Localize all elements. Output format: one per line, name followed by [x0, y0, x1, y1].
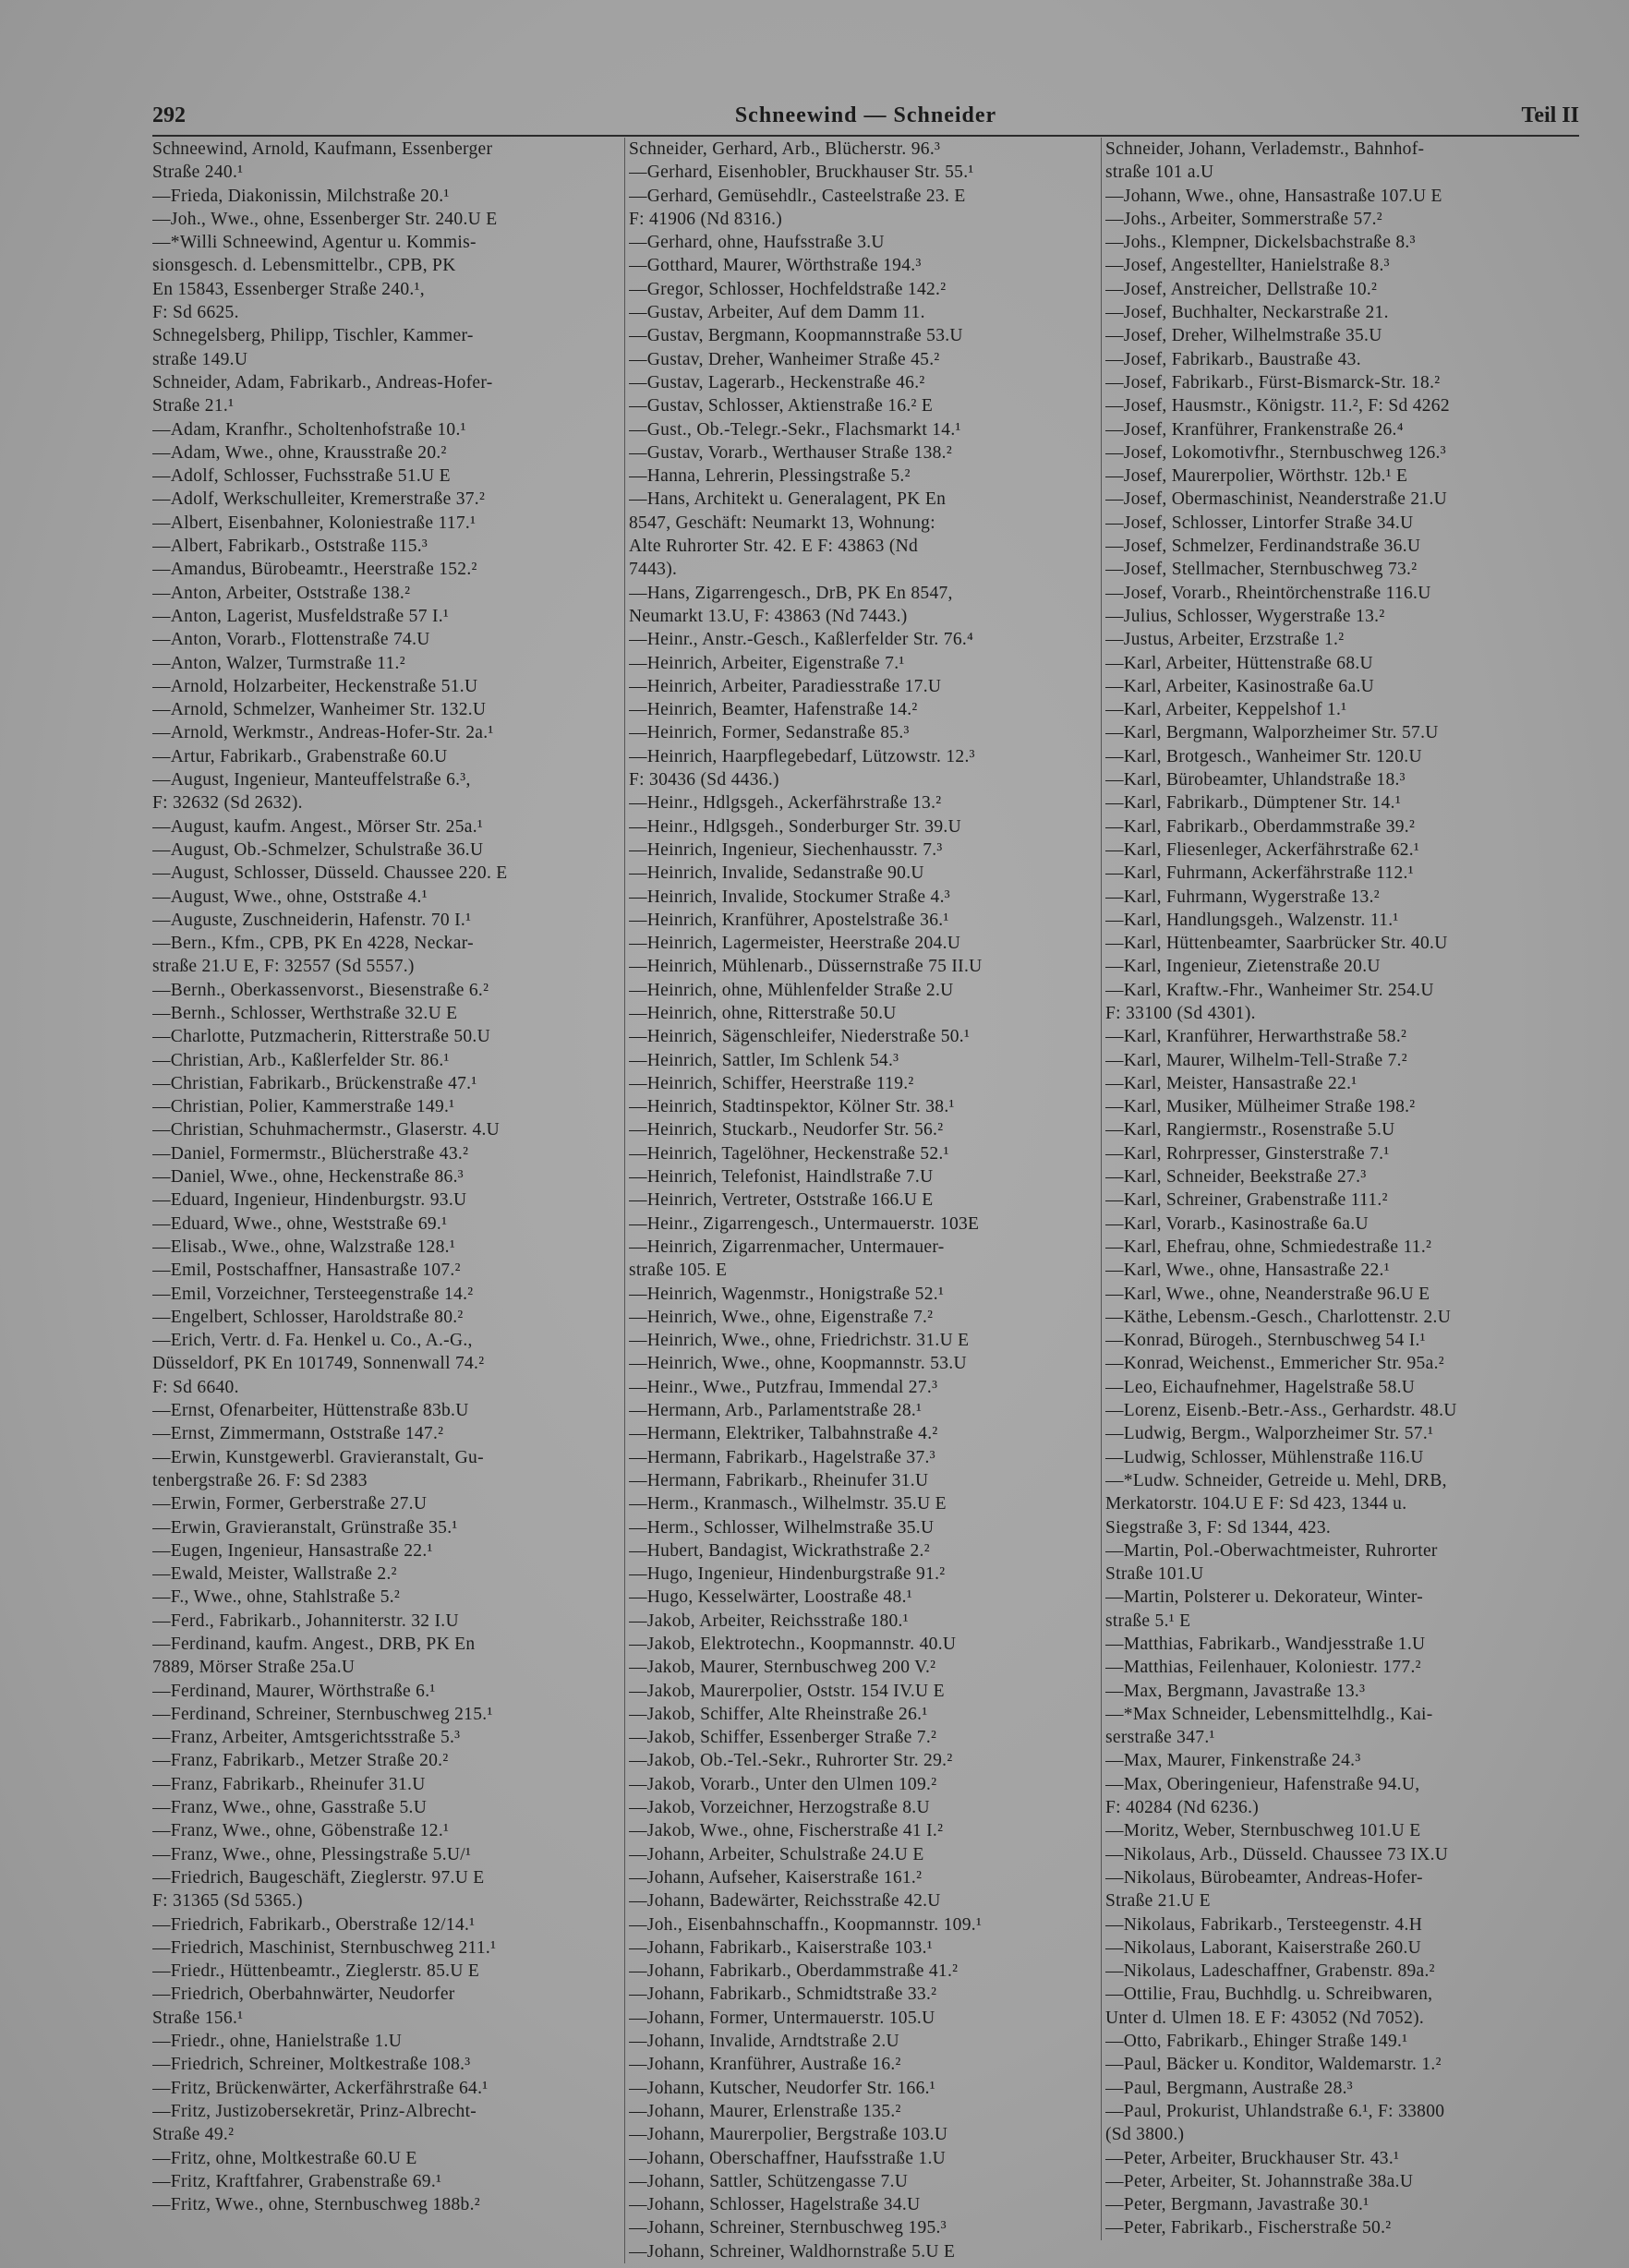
directory-entry-line: —Heinrich, Ingenieur, Siechenhausstr. 7.³ — [629, 839, 943, 860]
directory-entry-line: —Ludwig, Bergm., Walporzheimer Str. 57.¹ — [1105, 1424, 1434, 1444]
directory-entry-line: —Karl, Kranführer, Herwarthstraße 58.² — [1105, 1027, 1407, 1047]
directory-entry-line: —Adolf, Werkschulleiter, Kremerstraße 37.² — [152, 489, 486, 510]
directory-entry-line: —Friedr., Hüttenbeamtr., Zieglerstr. 85.U E — [152, 1961, 480, 1982]
directory-entry-line: —Heinrich, Sägenschleifer, Niederstraße 50.¹ — [629, 1027, 971, 1047]
directory-entry-line: —Gustav, Vorarb., Werthauser Straße 138.² — [629, 442, 952, 463]
directory-entry-line: —*Max Schneider, Lebensmittelhdlg., Kai- — [1105, 1704, 1433, 1724]
directory-entry-line: —Karl, Meister, Hansastraße 22.¹ — [1105, 1073, 1358, 1093]
directory-entry-line: —Karl, Schreiner, Grabenstraße 111.² — [1105, 1190, 1388, 1211]
directory-entry-line: —Anton, Walzer, Turmstraße 11.² — [152, 653, 405, 673]
directory-entry-line: —Arnold, Holzarbeiter, Heckenstraße 51.U — [152, 676, 478, 696]
directory-entry-line: —Elisab., Wwe., ohne, Walzstraße 128.¹ — [152, 1237, 455, 1257]
directory-entry-line: —Christian, Fabrikarb., Brückenstraße 47.¹ — [152, 1073, 477, 1093]
directory-entry-line: —Ernst, Zimmermann, Oststraße 147.² — [152, 1424, 444, 1444]
directory-entry-line: —Karl, Ingenieur, Zietenstraße 20.U — [1105, 957, 1381, 977]
directory-entry-line: —Heinrich, Arbeiter, Eigenstraße 7.¹ — [629, 653, 905, 673]
directory-entry-line: —Heinrich, Lagermeister, Heerstraße 204.U — [629, 934, 961, 954]
directory-entry-line: —Heinrich, Haarpflegebedarf, Lützowstr. 12.³ — [629, 746, 975, 766]
directory-entry-line: —Engelbert, Schlosser, Haroldstraße 80.² — [152, 1307, 464, 1327]
directory-entry-line: —Ferdinand, Maurer, Wörthstraße 6.¹ — [152, 1681, 436, 1701]
directory-entry-line: —Karl, Arbeiter, Keppelshof 1.¹ — [1105, 700, 1347, 720]
directory-entry-line: —Ferdinand, kaufm. Angest., DRB, PK En — [152, 1635, 476, 1654]
directory-entry-line: —Julius, Schlosser, Wygerstraße 13.² — [1105, 606, 1385, 626]
page-header — [152, 103, 1579, 133]
directory-entry-line: —Ferdinand, Schreiner, Sternbuschweg 215.¹ — [152, 1704, 493, 1724]
directory-entry-line: —Erich, Vertr. d. Fa. Henkel u. Co., A.-G., — [152, 1331, 473, 1351]
directory-entry-line: —Christian, Schuhmachermstr., Glaserstr. 4.U — [152, 1120, 501, 1140]
directory-entry-line: Straße 101.U — [1105, 1564, 1204, 1585]
directory-entry-line: Schnegelsberg, Philipp, Tischler, Kammer- — [152, 326, 474, 346]
directory-entry-line: —Franz, Wwe., ohne, Göbenstraße 12.¹ — [152, 1821, 450, 1841]
directory-column-1 — [152, 138, 619, 2216]
directory-entry-line: —Heinrich, Wwe., ohne, Koopmannstr. 53.U — [629, 1354, 967, 1374]
directory-entry-line: —Erwin, Former, Gerberstraße 27.U — [152, 1494, 428, 1514]
directory-entry-line: —Karl, Brotgesch., Wanheimer Str. 120.U — [1105, 746, 1422, 766]
directory-entry-line: straße 21.U E, F: 32557 (Sd 5557.) — [152, 957, 415, 977]
directory-entry-line: —Heinr., Hdlgsgeh., Ackerfährstraße 13.² — [629, 793, 942, 814]
directory-entry-line: —Johann, Fabrikarb., Kaiserstraße 103.¹ — [629, 1937, 933, 1958]
directory-entry-line: F: Sd 6625. — [152, 303, 239, 323]
directory-entry-line: —Amandus, Bürobeamtr., Heerstraße 152.² — [152, 560, 477, 580]
directory-entry-line: —Karl, Handlungsgeh., Walzenstr. 11.¹ — [1105, 910, 1399, 930]
directory-entry-line: —Jakob, Elektrotechn., Koopmannstr. 40.U — [629, 1635, 957, 1654]
directory-entry-line: —Josef, Schlosser, Lintorfer Straße 34.U — [1105, 513, 1414, 533]
running-title: Schneewind — Schneider — [734, 103, 997, 127]
directory-entry-line: 7443). — [629, 560, 678, 580]
directory-entry-line: F: 33100 (Sd 4301). — [1105, 1003, 1256, 1023]
directory-entry-line: —Heinrich, Vertreter, Oststraße 166.U E — [629, 1190, 934, 1211]
directory-entry-line: Schneider, Johann, Verlademstr., Bahnhof- — [1105, 139, 1425, 159]
directory-entry-line: —Max, Bergmann, Javastraße 13.³ — [1105, 1681, 1366, 1701]
directory-entry-line: Unter d. Ulmen 18. E F: 43052 (Nd 7052). — [1105, 2008, 1425, 2028]
directory-entry-line: —Gustav, Dreher, Wanheimer Straße 45.² — [629, 349, 940, 369]
directory-entry-line: —Konrad, Weichenst., Emmericher Str. 95a.² — [1105, 1354, 1444, 1374]
directory-entry-line: —Fritz, Justizobersekretär, Prinz-Albrecht- — [152, 2101, 477, 2121]
directory-entry-line: —Herm., Kranmasch., Wilhelmstr. 35.U E — [629, 1494, 947, 1514]
header-rule — [152, 135, 1579, 137]
directory-entry-line: Alte Ruhrorter Str. 42. E F: 43863 (Nd — [629, 537, 919, 557]
directory-entry-line: —Heinr., Wwe., Putzfrau, Immendal 27.³ — [629, 1377, 938, 1397]
directory-entry-line: —Joh., Eisenbahnschaffn., Koopmannstr. 109.¹ — [629, 1914, 983, 1935]
directory-entry-line: —Hans, Architekt u. Generalagent, PK En — [629, 489, 947, 510]
directory-entry-line: —Anton, Vorarb., Flottenstraße 74.U — [152, 630, 430, 650]
directory-entry-line: —Käthe, Lebensm.-Gesch., Charlottenstr. 2.U — [1105, 1307, 1452, 1327]
directory-entry-line: —Karl, Fuhrmann, Ackerfährstraße 112.¹ — [1105, 863, 1414, 884]
directory-entry-line: —Gustav, Schlosser, Aktienstraße 16.² E — [629, 396, 934, 416]
directory-entry-line: —*Willi Schneewind, Agentur u. Kommis- — [152, 233, 477, 253]
directory-entry-line: —Jakob, Vorzeichner, Herzogstraße 8.U — [629, 1798, 930, 1818]
directory-entry-line: —Heinrich, Telefonist, Haindlstraße 7.U — [629, 1167, 934, 1188]
directory-entry-line: —Max, Maurer, Finkenstraße 24.³ — [1105, 1751, 1361, 1771]
directory-entry-line: —Jakob, Vorarb., Unter den Ulmen 109.² — [629, 1774, 937, 1794]
directory-entry-line: —Heinr., Hdlgsgeh., Sonderburger Str. 39.U — [629, 816, 961, 837]
directory-entry-line: —Johann, Sattler, Schützengasse 7.U — [629, 2171, 909, 2191]
directory-entry-line: —Johann, Badewärter, Reichsstraße 42.U — [629, 1891, 941, 1912]
directory-entry-line: —Hermann, Fabrikarb., Hagelstraße 37.³ — [629, 1447, 935, 1467]
directory-entry-line: —Johann, Former, Untermauerstr. 105.U — [629, 2008, 935, 2028]
directory-entry-line: —Moritz, Weber, Sternbuschweg 101.U E — [1105, 1821, 1421, 1841]
directory-entry-line: —Karl, Maurer, Wilhelm-Tell-Straße 7.² — [1105, 1050, 1407, 1070]
directory-entry-line: —Hermann, Fabrikarb., Rheinufer 31.U — [629, 1470, 929, 1490]
directory-entry-line: —Johann, Oberschaffner, Haufsstraße 1.U — [629, 2148, 947, 2168]
directory-entry-line: —Karl, Vorarb., Kasinostraße 6a.U — [1105, 1213, 1369, 1234]
directory-entry-line: —Heinrich, Invalide, Sedanstraße 90.U — [629, 863, 924, 884]
directory-entry-line: —Auguste, Zuschneiderin, Hafenstr. 70 I.¹ — [152, 910, 472, 930]
directory-entry-line: —Adolf, Schlosser, Fuchsstraße 51.U E — [152, 466, 451, 487]
directory-entry-line: —Heinrich, Wwe., ohne, Friedrichstr. 31.U E — [629, 1331, 970, 1351]
directory-entry-line: —Heinrich, Stuckarb., Neudorfer Str. 56.² — [629, 1120, 944, 1140]
directory-entry-line: —Josef, Kranführer, Frankenstraße 26.⁴ — [1105, 419, 1404, 440]
directory-entry-line: —Heinr., Zigarrengesch., Untermauerstr. 103E — [629, 1213, 980, 1234]
directory-entry-line: —Eduard, Ingenieur, Hindenburgstr. 93.U — [152, 1190, 467, 1211]
directory-entry-line: —Jakob, Schiffer, Essenberger Straße 7.² — [629, 1728, 937, 1748]
directory-entry-line: —Karl, Wwe., ohne, Hansastraße 22.¹ — [1105, 1261, 1390, 1281]
directory-entry-line: —Josef, Dreher, Wilhelmstraße 35.U — [1105, 326, 1382, 346]
directory-entry-line: tenbergstraße 26. F: Sd 2383 — [152, 1470, 368, 1490]
directory-entry-line: —Heinr., Anstr.-Gesch., Kaßlerfelder Str. 76.⁴ — [629, 630, 974, 650]
directory-entry-line: —Arnold, Schmelzer, Wanheimer Str. 132.U — [152, 700, 487, 720]
directory-entry-line: —Hermann, Elektriker, Talbahnstraße 4.² — [629, 1424, 938, 1444]
directory-entry-line: —Josef, Angestellter, Hanielstraße 8.³ — [1105, 256, 1390, 276]
directory-entry-line: —Johann, Invalide, Arndtstraße 2.U — [629, 2032, 899, 2052]
directory-entry-line: F: 31365 (Sd 5365.) — [152, 1891, 303, 1912]
directory-entry-line: —Josef, Anstreicher, Dellstraße 10.² — [1105, 279, 1378, 299]
directory-entry-line: —Karl, Fabrikarb., Dümptener Str. 14.¹ — [1105, 793, 1401, 814]
directory-entry-line: —August, Wwe., ohne, Oststraße 4.¹ — [152, 887, 428, 907]
directory-entry-line: Straße 49.² — [152, 2125, 235, 2145]
directory-entry-line: —Martin, Pol.-Oberwachtmeister, Ruhrorter — [1105, 1540, 1438, 1561]
directory-entry-line: (Sd 3800.) — [1105, 2125, 1185, 2145]
directory-column-2 — [624, 138, 1100, 2263]
directory-entry-line: —Karl, Fabrikarb., Oberdammstraße 39.² — [1105, 816, 1416, 837]
directory-entry-line: —Fritz, Kraftfahrer, Grabenstraße 69.¹ — [152, 2171, 442, 2191]
directory-entry-line: —Hugo, Kesselwärter, Loostraße 48.¹ — [629, 1587, 912, 1608]
directory-entry-line: —Fritz, Wwe., ohne, Sternbuschweg 188b.² — [152, 2195, 480, 2215]
directory-entry-line: —Adam, Wwe., ohne, Krausstraße 20.² — [152, 442, 447, 463]
directory-entry-line: —Eduard, Wwe., ohne, Weststraße 69.¹ — [152, 1213, 448, 1234]
directory-entry-line: —Anton, Arbeiter, Oststraße 138.² — [152, 583, 411, 603]
directory-entry-line: —Matthias, Feilenhauer, Koloniestr. 177.² — [1105, 1658, 1421, 1678]
directory-entry-line: —Josef, Fabrikarb., Baustraße 43. — [1105, 349, 1361, 369]
directory-entry-line: —Gerhard, ohne, Haufsstraße 3.U — [629, 233, 885, 253]
directory-entry-line: —Johs., Klempner, Dickelsbachstraße 8.³ — [1105, 233, 1416, 253]
directory-entry-line: —Charlotte, Putzmacherin, Ritterstraße 50.U — [152, 1027, 490, 1047]
directory-entry-line: —Erwin, Gravieranstalt, Grünstraße 35.¹ — [152, 1517, 458, 1538]
directory-entry-line: —Johs., Arbeiter, Sommerstraße 57.² — [1105, 209, 1382, 229]
directory-entry-line: —August, Schlosser, Düsseld. Chaussee 220. E — [152, 863, 508, 884]
directory-entry-line: —Nikolaus, Fabrikarb., Tersteegenstr. 4.H — [1105, 1914, 1423, 1935]
directory-entry-line: —Heinrich, ohne, Ritterstraße 50.U — [629, 1003, 897, 1023]
directory-entry-line: —Karl, Rangiermstr., Rosenstraße 5.U — [1105, 1120, 1395, 1140]
directory-entry-line: —Johann, Fabrikarb., Schmidtstraße 33.² — [629, 1984, 937, 2005]
directory-entry-line: —Johann, Fabrikarb., Oberdammstraße 41.² — [629, 1961, 959, 1982]
directory-entry-line: —F., Wwe., ohne, Stahlstraße 5.² — [152, 1587, 401, 1608]
directory-entry-line: Straße 21.¹ — [152, 396, 235, 416]
directory-entry-line: —Franz, Fabrikarb., Metzer Straße 20.² — [152, 1751, 449, 1771]
directory-entry-line: —August, Ingenieur, Manteuffelstraße 6.³, — [152, 770, 471, 790]
directory-entry-line: F: 41906 (Nd 8316.) — [629, 209, 783, 229]
directory-entry-line: —Daniel, Wwe., ohne, Heckenstraße 86.³ — [152, 1167, 464, 1188]
directory-entry-line: —Heinrich, Schiffer, Heerstraße 119.² — [629, 1073, 914, 1093]
directory-entry-line: —Heinrich, Arbeiter, Paradiesstraße 17.U — [629, 676, 942, 696]
directory-entry-line: —Karl, Arbeiter, Hüttenstraße 68.U — [1105, 653, 1373, 673]
directory-entry-line: —Heinrich, Tagelöhner, Heckenstraße 52.¹ — [629, 1143, 949, 1164]
directory-entry-line: Düsseldorf, PK En 101749, Sonnenwall 74.² — [152, 1354, 485, 1374]
directory-entry-line: straße 5.¹ E — [1105, 1611, 1191, 1631]
directory-entry-line: —Josef, Stellmacher, Sternbuschweg 73.² — [1105, 560, 1418, 580]
directory-entry-line: —Emil, Vorzeichner, Tersteegenstraße 14.² — [152, 1284, 474, 1304]
directory-entry-line: —Albert, Eisenbahner, Koloniestraße 117.¹ — [152, 513, 477, 533]
directory-entry-line: —Johann, Schreiner, Waldhornstraße 5.U E — [629, 2241, 956, 2262]
directory-entry-line: —Karl, Rohrpresser, Ginsterstraße 7.¹ — [1105, 1143, 1390, 1164]
directory-entry-line: —Jakob, Maurer, Sternbuschweg 200 V.² — [629, 1658, 936, 1678]
directory-entry-line: —Christian, Arb., Kaßlerfelder Str. 86.¹ — [152, 1050, 450, 1070]
directory-entry-line: —Jakob, Arbeiter, Reichsstraße 180.¹ — [629, 1611, 909, 1631]
directory-entry-line: —Karl, Schneider, Beekstraße 27.³ — [1105, 1167, 1367, 1188]
directory-entry-line: —Franz, Wwe., ohne, Plessingstraße 5.U/¹ — [152, 1844, 472, 1864]
directory-entry-line: —Gustav, Lagerarb., Heckenstraße 46.² — [629, 372, 925, 392]
directory-entry-line: —Gotthard, Maurer, Wörthstraße 194.³ — [629, 256, 922, 276]
directory-entry-line: —Jakob, Ob.-Tel.-Sekr., Ruhrorter Str. 29.² — [629, 1751, 953, 1771]
directory-entry-line: sionsgesch. d. Lebensmittelbr., CPB, PK — [152, 256, 456, 276]
directory-entry-line: —Ewald, Meister, Wallstraße 2.² — [152, 1564, 397, 1585]
directory-entry-line: F: 32632 (Sd 2632). — [152, 793, 303, 814]
directory-entry-line: —Karl, Wwe., ohne, Neanderstraße 96.U E — [1105, 1284, 1430, 1304]
directory-entry-line: —Friedrich, Fabrikarb., Oberstraße 12/14.¹ — [152, 1914, 476, 1935]
directory-entry-line: serstraße 347.¹ — [1105, 1728, 1215, 1748]
directory-entry-line: —Daniel, Formermstr., Blücherstraße 43.² — [152, 1143, 469, 1164]
directory-entry-line: —Heinrich, Kranführer, Apostelstraße 36.¹ — [629, 910, 949, 930]
directory-entry-line: —Josef, Vorarb., Rheintörchenstraße 116.U — [1105, 583, 1431, 603]
directory-entry-line: Merkatorstr. 104.U E F: Sd 423, 1344 u. — [1105, 1494, 1407, 1514]
directory-entry-line: —Heinrich, Mühlenarb., Düssernstraße 75 II.U — [629, 957, 983, 977]
directory-entry-line: —Artur, Fabrikarb., Grabenstraße 60.U — [152, 746, 448, 766]
directory-entry-line: —Josef, Lokomotivfhr., Sternbuschweg 126.³ — [1105, 442, 1446, 463]
directory-entry-line: —*Ludw. Schneider, Getreide u. Mehl, DRB, — [1105, 1470, 1447, 1490]
directory-entry-line: —Emil, Postschaffner, Hansastraße 107.² — [152, 1261, 461, 1281]
directory-entry-line: —Frieda, Diakonissin, Milchstraße 20.¹ — [152, 186, 450, 206]
directory-entry-line: —Jakob, Schiffer, Alte Rheinstraße 26.¹ — [629, 1704, 928, 1724]
directory-entry-line: —Karl, Fuhrmann, Wygerstraße 13.² — [1105, 887, 1380, 907]
directory-entry-line: —Peter, Fabrikarb., Fischerstraße 50.² — [1105, 2218, 1392, 2238]
directory-entry-line: —Fritz, Brückenwärter, Ackerfährstraße 64.¹ — [152, 2078, 489, 2098]
directory-entry-line: —Leo, Eichaufnehmer, Hagelstraße 58.U — [1105, 1377, 1416, 1397]
directory-entry-line: En 15843, Essenberger Straße 240.¹, — [152, 279, 425, 299]
directory-entry-line: —Johann, Kranführer, Austraße 16.² — [629, 2055, 901, 2075]
directory-entry-line: —Paul, Bäcker u. Konditor, Waldemarstr. 1.² — [1105, 2055, 1442, 2075]
directory-entry-line: —Johann, Wwe., ohne, Hansastraße 107.U E — [1105, 186, 1442, 206]
directory-entry-line: —Martin, Polsterer u. Dekorateur, Winter- — [1105, 1587, 1424, 1608]
directory-entry-line: 7889, Mörser Straße 25a.U — [152, 1658, 356, 1678]
directory-entry-line: —Karl, Musiker, Mülheimer Straße 198.² — [1105, 1097, 1416, 1117]
directory-entry-line: —Paul, Prokurist, Uhlandstraße 6.¹, F: 33800 — [1105, 2101, 1445, 2121]
directory-entry-line: —Josef, Fabrikarb., Fürst-Bismarck-Str. 18.² — [1105, 372, 1441, 392]
directory-entry-line: —Johann, Schreiner, Sternbuschweg 195.³ — [629, 2218, 947, 2238]
directory-entry-line: —Josef, Schmelzer, Ferdinandstraße 36.U — [1105, 537, 1421, 557]
directory-entry-line: —Fritz, ohne, Moltkestraße 60.U E — [152, 2148, 417, 2168]
directory-entry-line: —Ernst, Ofenarbeiter, Hüttenstraße 83b.U — [152, 1401, 469, 1421]
directory-entry-line: —Bern., Kfm., CPB, PK En 4228, Neckar- — [152, 934, 474, 954]
directory-entry-line: —Anton, Lagerist, Musfeldstraße 57 I.¹ — [152, 606, 450, 626]
directory-entry-line: —Ludwig, Schlosser, Mühlenstraße 116.U — [1105, 1447, 1424, 1467]
directory-entry-line: —Karl, Arbeiter, Kasinostraße 6a.U — [1105, 676, 1374, 696]
directory-entry-line: —Heinrich, Stadtinspektor, Kölner Str. 38.¹ — [629, 1097, 955, 1117]
directory-entry-line: —Gerhard, Gemüsehdlr., Casteelstraße 23. E — [629, 186, 966, 206]
directory-entry-line: —Herm., Schlosser, Wilhelmstraße 35.U — [629, 1517, 935, 1538]
directory-entry-line: —Jakob, Wwe., ohne, Fischerstraße 41 I.² — [629, 1821, 944, 1841]
directory-entry-line: —August, kaufm. Angest., Mörser Str. 25a.¹ — [152, 816, 484, 837]
directory-entry-line: —August, Ob.-Schmelzer, Schulstraße 36.U — [152, 839, 484, 860]
directory-entry-line: —Konrad, Bürogeh., Sternbuschweg 54 I.¹ — [1105, 1331, 1426, 1351]
directory-entry-line: —Franz, Wwe., ohne, Gasstraße 5.U — [152, 1798, 428, 1818]
directory-entry-line: —Karl, Hüttenbeamter, Saarbrücker Str. 40.U — [1105, 934, 1448, 954]
directory-entry-line: —Paul, Bergmann, Austraße 28.³ — [1105, 2078, 1353, 2098]
part-label: Teil II — [1521, 103, 1579, 127]
directory-entry-line: —Hugo, Ingenieur, Hindenburgstraße 91.² — [629, 1564, 946, 1585]
directory-entry-line: —Friedrich, Schreiner, Moltkestraße 108.³ — [152, 2055, 471, 2075]
directory-entry-line: —Friedrich, Baugeschäft, Zieglerstr. 97.U E — [152, 1867, 485, 1888]
directory-entry-line: —Heinrich, Former, Sedanstraße 85.³ — [629, 723, 910, 743]
directory-entry-line: —Max, Oberingenieur, Hafenstraße 94.U, — [1105, 1774, 1420, 1794]
directory-entry-line: —Erwin, Kunstgewerbl. Gravieranstalt, Gu- — [152, 1447, 484, 1467]
directory-entry-line: F: 40284 (Nd 6236.) — [1105, 1798, 1260, 1818]
directory-entry-line: Straße 21.U E — [1105, 1891, 1211, 1912]
directory-entry-line: —Josef, Hausmstr., Königstr. 11.², F: Sd 4262 — [1105, 396, 1450, 416]
directory-entry-line: F: 30436 (Sd 4436.) — [629, 770, 779, 790]
directory-entry-line: straße 101 a.U — [1105, 163, 1214, 183]
directory-entry-line: —Peter, Arbeiter, St. Johannstraße 38a.U — [1105, 2171, 1414, 2191]
directory-entry-line: —Friedrich, Maschinist, Sternbuschweg 211.¹ — [152, 1937, 497, 1958]
directory-entry-line: —Heinrich, Zigarrenmacher, Untermauer- — [629, 1237, 945, 1257]
directory-entry-line: —Justus, Arbeiter, Erzstraße 1.² — [1105, 630, 1345, 650]
directory-entry-line: —Gerhard, Eisenhobler, Bruckhauser Str. 55.¹ — [629, 163, 974, 183]
directory-entry-line: —Josef, Maurerpolier, Wörthstr. 12b.¹ E — [1105, 466, 1408, 487]
directory-entry-line: —Bernh., Schlosser, Werthstraße 32.U E — [152, 1003, 458, 1023]
directory-entry-line: —Johann, Kutscher, Neudorfer Str. 166.¹ — [629, 2078, 935, 2098]
directory-entry-line: —Karl, Bürobeamter, Uhlandstraße 18.³ — [1105, 770, 1406, 790]
directory-entry-line: —Ottilie, Frau, Buchhdlg. u. Schreibwaren, — [1105, 1984, 1433, 2005]
directory-entry-line: —Karl, Kraftw.-Fhr., Wanheimer Str. 254.U — [1105, 980, 1434, 1000]
directory-column-3 — [1101, 138, 1582, 2240]
directory-entry-line: straße 105. E — [629, 1261, 728, 1281]
directory-entry-line: —Heinrich, Invalide, Stockumer Straße 4.³ — [629, 887, 950, 907]
directory-entry-line: —Friedrich, Oberbahnwärter, Neudorfer — [152, 1984, 455, 2005]
directory-entry-line: Neumarkt 13.U, F: 43863 (Nd 7443.) — [629, 606, 908, 626]
directory-entry-line: —Albert, Fabrikarb., Oststraße 115.³ — [152, 537, 428, 557]
directory-entry-line: Straße 156.¹ — [152, 2008, 244, 2028]
directory-entry-line: —Gust., Ob.-Telegr.-Sekr., Flachsmarkt 14.¹ — [629, 419, 961, 440]
directory-entry-line: —Johann, Aufseher, Kaiserstraße 161.² — [629, 1867, 923, 1888]
directory-entry-line: —Gustav, Bergmann, Koopmannstraße 53.U — [629, 326, 963, 346]
directory-entry-line: —Hanna, Lehrerin, Plessingstraße 5.² — [629, 466, 911, 487]
directory-entry-line: Schneider, Adam, Fabrikarb., Andreas-Hofer- — [152, 372, 493, 392]
directory-entry-line: —Gustav, Arbeiter, Auf dem Damm 11. — [629, 303, 925, 323]
directory-entry-line: —Josef, Buchhalter, Neckarstraße 21. — [1105, 303, 1389, 323]
directory-entry-line: —Johann, Maurer, Erlenstraße 135.² — [629, 2101, 901, 2121]
directory-entry-line: —Heinrich, ohne, Mühlenfelder Straße 2.U — [629, 980, 954, 1000]
directory-entry-line: F: Sd 6640. — [152, 1377, 239, 1397]
directory-entry-line: —Matthias, Fabrikarb., Wandjesstraße 1.U — [1105, 1635, 1426, 1654]
directory-entry-line: —Hermann, Arb., Parlamentstraße 28.¹ — [629, 1401, 923, 1421]
directory-entry-line: —Nikolaus, Bürobeamter, Andreas-Hofer- — [1105, 1867, 1423, 1888]
directory-entry-line: —Jakob, Maurerpolier, Oststr. 154 IV.U E — [629, 1681, 945, 1701]
directory-entry-line: —Heinrich, Sattler, Im Schlenk 54.³ — [629, 1050, 899, 1070]
directory-entry-line: Schneider, Gerhard, Arb., Blücherstr. 96.³ — [629, 139, 941, 159]
directory-entry-line: —Hubert, Bandagist, Wickrathstraße 2.² — [629, 1540, 930, 1561]
directory-entry-line: —Lorenz, Eisenb.-Betr.-Ass., Gerhardstr. 48.U — [1105, 1401, 1457, 1421]
directory-entry-line: Straße 240.¹ — [152, 163, 244, 183]
directory-entry-line: —Bernh., Oberkassenvorst., Biesenstraße 6.² — [152, 980, 489, 1000]
directory-entry-line: Siegstraße 3, F: Sd 1344, 423. — [1105, 1517, 1332, 1538]
directory-entry-line: —Nikolaus, Ladeschaffner, Grabenstr. 89a.² — [1105, 1961, 1435, 1982]
directory-entry-line: —Friedr., ohne, Hanielstraße 1.U — [152, 2032, 403, 2052]
directory-entry-line: Schneewind, Arnold, Kaufmann, Essenberger — [152, 139, 493, 159]
directory-entry-line: —Eugen, Ingenieur, Hansastraße 22.¹ — [152, 1540, 433, 1561]
directory-entry-line: —Nikolaus, Arb., Düsseld. Chaussee 73 IX.U — [1105, 1844, 1449, 1864]
directory-entry-line: —Otto, Fabrikarb., Ehinger Straße 149.¹ — [1105, 2032, 1408, 2052]
directory-entry-line: —Ferd., Fabrikarb., Johanniterstr. 32 I.U — [152, 1611, 459, 1631]
directory-entry-line: —Josef, Obermaschinist, Neanderstraße 21.U — [1105, 489, 1447, 510]
directory-entry-line: —Peter, Arbeiter, Bruckhauser Str. 43.¹ — [1105, 2148, 1400, 2168]
directory-entry-line: —Hans, Zigarrengesch., DrB, PK En 8547, — [629, 583, 953, 603]
directory-entry-line: —Nikolaus, Laborant, Kaiserstraße 260.U — [1105, 1937, 1422, 1958]
directory-entry-line: —Christian, Polier, Kammerstraße 149.¹ — [152, 1097, 455, 1117]
directory-entry-line: —Karl, Ehefrau, ohne, Schmiedestraße 11.² — [1105, 1237, 1432, 1257]
directory-entry-line: —Johann, Maurerpolier, Bergstraße 103.U — [629, 2125, 948, 2145]
directory-entry-line: straße 149.U — [152, 349, 248, 369]
directory-entry-line: —Johann, Arbeiter, Schulstraße 24.U E — [629, 1844, 924, 1864]
directory-entry-line: —Gregor, Schlosser, Hochfeldstraße 142.² — [629, 279, 947, 299]
directory-entry-line: —Franz, Arbeiter, Amtsgerichtsstraße 5.³ — [152, 1728, 461, 1748]
directory-entry-line: —Arnold, Werkmstr., Andreas-Hofer-Str. 2a.¹ — [152, 723, 494, 743]
directory-entry-line: —Heinrich, Wwe., ohne, Eigenstraße 7.² — [629, 1307, 934, 1327]
directory-entry-line: —Heinrich, Wagenmstr., Honigstraße 52.¹ — [629, 1284, 945, 1304]
directory-entry-line: —Peter, Bergmann, Javastraße 30.¹ — [1105, 2195, 1370, 2215]
directory-entry-line: —Joh., Wwe., ohne, Essenberger Str. 240.U E — [152, 209, 498, 229]
directory-entry-line: —Karl, Fliesenleger, Ackerfährstraße 62.¹ — [1105, 839, 1420, 860]
directory-entry-line: 8547, Geschäft: Neumarkt 13, Wohnung: — [629, 513, 935, 533]
directory-entry-line: —Franz, Fabrikarb., Rheinufer 31.U — [152, 1774, 426, 1794]
directory-entry-line: —Heinrich, Beamter, Hafenstraße 14.² — [629, 700, 918, 720]
directory-entry-line: —Johann, Schlosser, Hagelstraße 34.U — [629, 2195, 921, 2215]
page-number: 292 — [152, 103, 186, 127]
directory-entry-line: —Karl, Bergmann, Walporzheimer Str. 57.U — [1105, 723, 1439, 743]
directory-entry-line: —Adam, Kranfhr., Scholtenhofstraße 10.¹ — [152, 419, 466, 440]
